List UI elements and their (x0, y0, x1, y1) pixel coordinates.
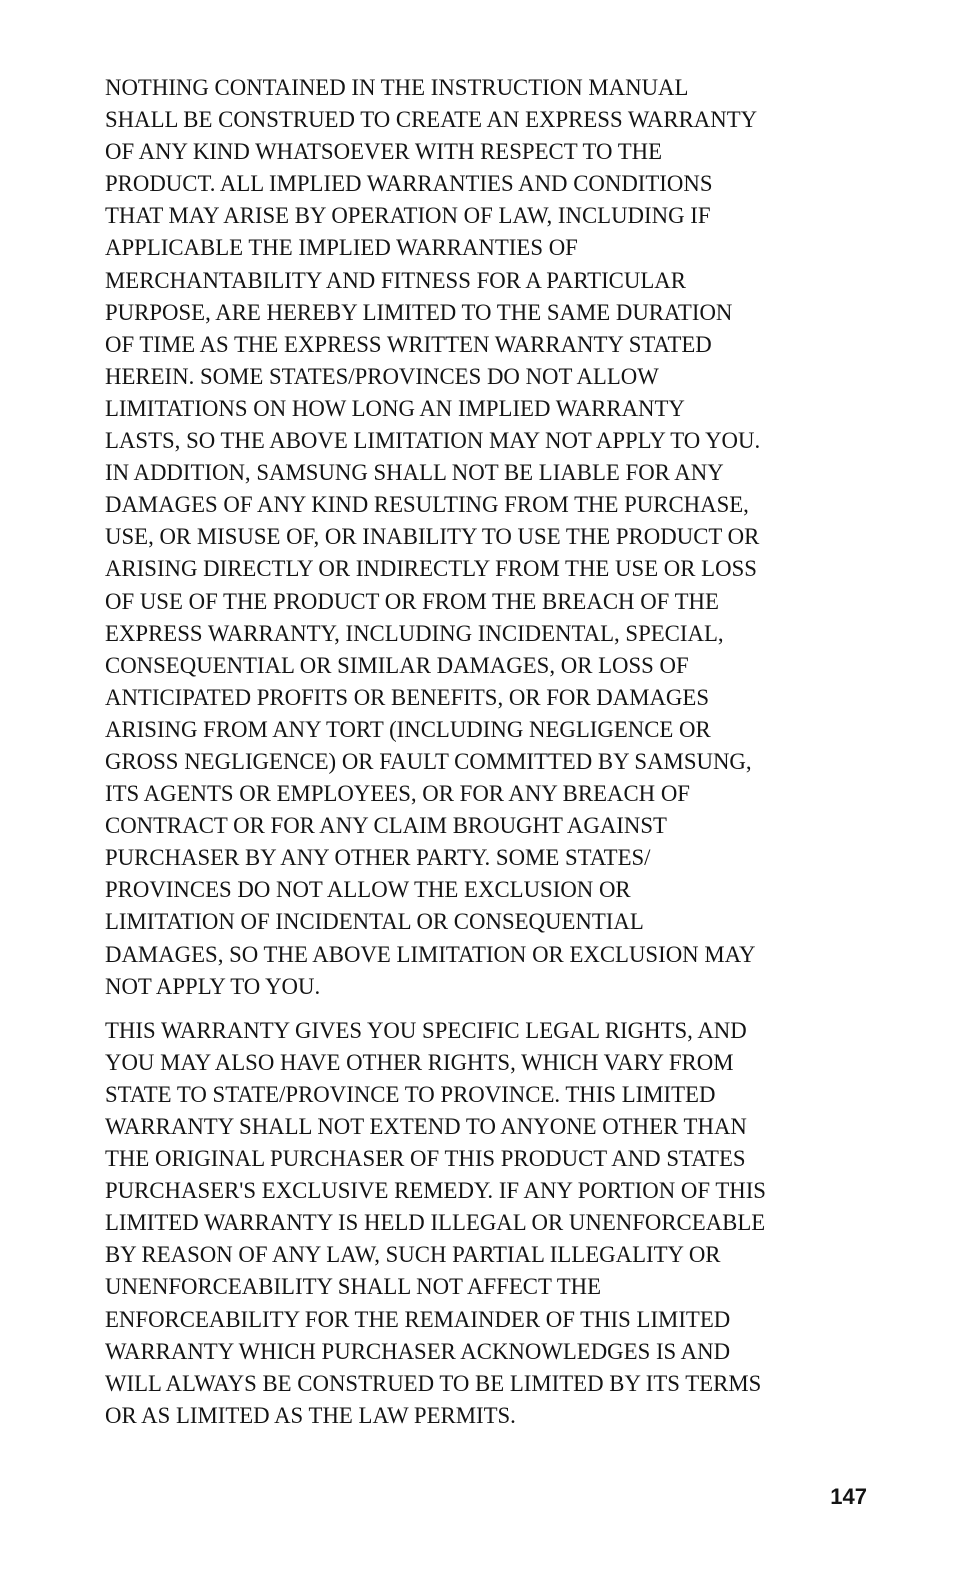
text-line: PURCHASER'S EXCLUSIVE REMEDY. IF ANY PORTION OF THIS (105, 1178, 766, 1204)
text-line: ARISING DIRECTLY OR INDIRECTLY FROM THE USE OR LOSS (105, 556, 757, 582)
text-line: ENFORCEABILITY FOR THE REMAINDER OF THIS LIMITED (105, 1306, 731, 1332)
text-line: APPLICABLE THE IMPLIED WARRANTIES OF (105, 235, 578, 261)
text-line: MERCHANTABILITY AND FITNESS FOR A PARTICULAR (105, 267, 686, 293)
text-line: EXPRESS WARRANTY, INCLUDING INCIDENTAL, SPECIAL, (105, 620, 724, 646)
text-line: THIS WARRANTY GIVES YOU SPECIFIC LEGAL RIGHTS, AND (105, 1017, 747, 1043)
warranty-paragraph-disclaimer (105, 72, 810, 1003)
text-line: ITS AGENTS OR EMPLOYEES, OR FOR ANY BREACH OF (105, 781, 690, 807)
page-number: 147 (830, 1484, 867, 1509)
text-line: OF ANY KIND WHATSOEVER WITH RESPECT TO THE (105, 139, 663, 165)
text-line: OF USE OF THE PRODUCT OR FROM THE BREACH OF THE (105, 588, 719, 614)
text-line: ANTICIPATED PROFITS OR BENEFITS, OR FOR DAMAGES (105, 684, 709, 710)
text-line: THE ORIGINAL PURCHASER OF THIS PRODUCT AND STATES (105, 1146, 746, 1172)
text-line: BY REASON OF ANY LAW, SUCH PARTIAL ILLEGALITY OR (105, 1242, 721, 1268)
text-line: OR AS LIMITED AS THE LAW PERMITS. (105, 1402, 516, 1428)
text-line: WARRANTY SHALL NOT EXTEND TO ANYONE OTHER THAN (105, 1114, 747, 1139)
text-line: LIMITED WARRANTY IS HELD ILLEGAL OR UNENFORCEABLE (105, 1210, 766, 1236)
warranty-text-body (105, 72, 810, 1432)
text-line: DAMAGES, SO THE ABOVE LIMITATION OR EXCLUSION MAY (105, 941, 756, 967)
text-line: WILL ALWAYS BE CONSTRUED TO BE LIMITED BY ITS TERMS (105, 1370, 762, 1396)
text-line: HEREIN. SOME STATES/PROVINCES DO NOT ALLOW (105, 363, 659, 389)
text-line: LIMITATIONS ON HOW LONG AN IMPLIED WARRANTY (105, 395, 685, 421)
text-line: PROVINCES DO NOT ALLOW THE EXCLUSION OR (105, 877, 631, 903)
text-line: UNENFORCEABILITY SHALL NOT AFFECT THE (105, 1274, 602, 1300)
text-line: CONSEQUENTIAL OR SIMILAR DAMAGES, OR LOSS OF (105, 652, 689, 678)
text-line: WARRANTY WHICH PURCHASER ACKNOWLEDGES IS AND (105, 1338, 731, 1364)
warranty-paragraph-legal-rights (105, 1015, 810, 1432)
text-line: THAT MAY ARISE BY OPERATION OF LAW, INCLUDING IF (105, 203, 711, 229)
text-line: IN ADDITION, SAMSUNG SHALL NOT BE LIABLE FOR ANY (105, 460, 724, 486)
text-line: LIMITATION OF INCIDENTAL OR CONSEQUENTIAL (105, 909, 644, 935)
text-line: NOT APPLY TO YOU. (105, 973, 321, 999)
text-line: USE, OR MISUSE OF, OR INABILITY TO USE THE PRODUCT OR (105, 524, 760, 550)
text-line: GROSS NEGLIGENCE) OR FAULT COMMITTED BY SAMSUNG, (105, 748, 752, 774)
text-line: SHALL BE CONSTRUED TO CREATE AN EXPRESS WARRANTY (105, 107, 758, 133)
text-line: ARISING FROM ANY TORT (INCLUDING NEGLIGENCE OR (105, 716, 711, 742)
text-line: CONTRACT OR FOR ANY CLAIM BROUGHT AGAINST (105, 813, 667, 839)
text-line: PRODUCT. ALL IMPLIED WARRANTIES AND CONDITIONS (105, 171, 713, 197)
text-line: YOU MAY ALSO HAVE OTHER RIGHTS, WHICH VARY FROM (105, 1049, 734, 1075)
text-line: OF TIME AS THE EXPRESS WRITTEN WARRANTY STATED (105, 331, 712, 357)
text-line: LASTS, SO THE ABOVE LIMITATION MAY NOT APPLY TO YOU. (105, 428, 761, 454)
text-line: NOTHING CONTAINED IN THE INSTRUCTION MANUAL (105, 75, 689, 100)
text-line: STATE TO STATE/PROVINCE TO PROVINCE. THIS LIMITED (105, 1081, 716, 1107)
text-line: PURPOSE, ARE HEREBY LIMITED TO THE SAME DURATION (105, 299, 733, 325)
text-line: DAMAGES OF ANY KIND RESULTING FROM THE PURCHASE, (105, 492, 749, 518)
text-line: PURCHASER BY ANY OTHER PARTY. SOME STATES/ (105, 845, 651, 871)
